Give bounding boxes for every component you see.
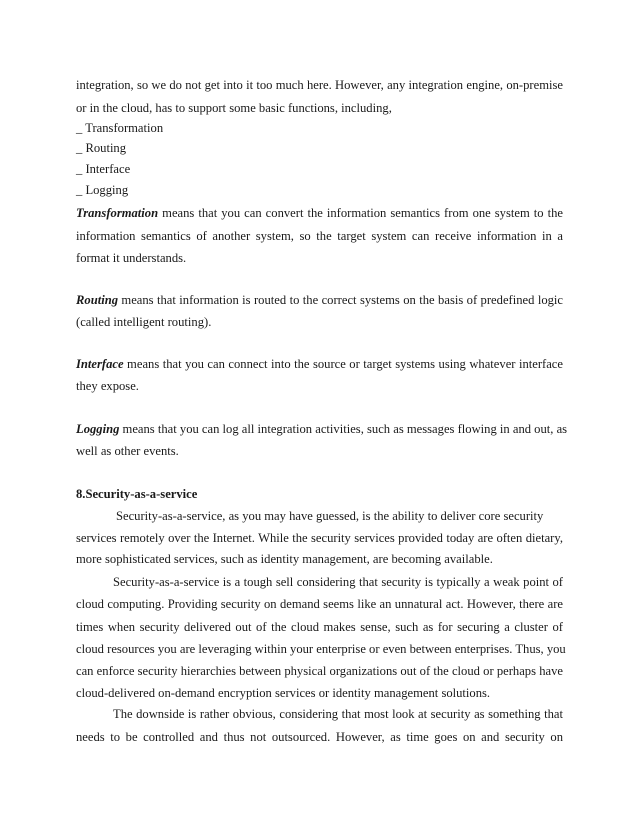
definition-text: means that you can log all integration activities, such as messages flowing in and out, as [119,422,568,436]
term-logging: Logging [76,422,120,436]
paragraph-line: Security-as-a-service, as you may have guessed, is the ability to deliver core security [116,509,544,523]
paragraph-line: cloud computing. Providing security on demand seems like an unnatural act. However, there are [76,597,563,611]
text-line: or in the cloud, has to support some basic functions, including, [76,101,392,115]
section-heading: 8.Security-as-a-service [76,487,198,501]
text-line: format it understands. [76,251,187,265]
term-transformation: Transformation [76,206,159,220]
paragraph-line: can enforce security hierarchies between physical organizations out of the cloud or perhaps have [76,664,563,678]
term-interface: Interface [76,357,124,371]
routing-definition-line [76,293,563,307]
paragraph-line: more sophisticated services, such as identity management, are becoming available. [76,552,493,566]
transformation-definition-line [76,206,563,220]
definition-text: means that you can convert the information semantics from one system to the [158,206,563,220]
list-item-routing: _ Routing [76,141,127,155]
list-item-interface: _ Interface [76,162,131,176]
paragraph-line: needs to be controlled and thus not outsourced. However, as time goes on and security on [76,730,563,744]
text-line: (called intelligent routing). [76,315,212,329]
paragraph-line: times when security delivered out of the cloud makes sense, such as for securing a cluster of [76,620,563,634]
list-item-transformation: _ Transformation [76,121,164,135]
text-line: well as other events. [76,444,179,458]
paragraph-line: cloud-delivered on-demand encryption services or identity management solutions. [76,686,491,700]
definition-text: means that you can connect into the source or target systems using whatever interface [123,357,563,371]
text-line: information semantics of another system, so the target system can receive information in a [76,229,563,243]
term-routing: Routing [76,293,118,307]
paragraph-line: services remotely over the Internet. While the security services provided today are often dietary, [76,531,563,545]
paragraph-line: Security-as-a-service is a tough sell considering that security is typically a weak point of [113,575,563,589]
interface-definition-line [76,357,563,371]
paragraph-line: cloud resources you are leveraging within your enterprise or even between enterprises. Thus, you [76,642,566,656]
paragraph-line: The downside is rather obvious, considering that most look at security as something that [113,707,563,721]
text-line: they expose. [76,379,139,393]
logging-definition-line [76,422,568,436]
definition-text: means that information is routed to the correct systems on the basis of predefined logic [118,293,563,307]
list-item-logging: _ Logging [76,183,129,197]
text-line: integration, so we do not get into it too much here. However, any integration engine, on-premise [76,78,563,92]
